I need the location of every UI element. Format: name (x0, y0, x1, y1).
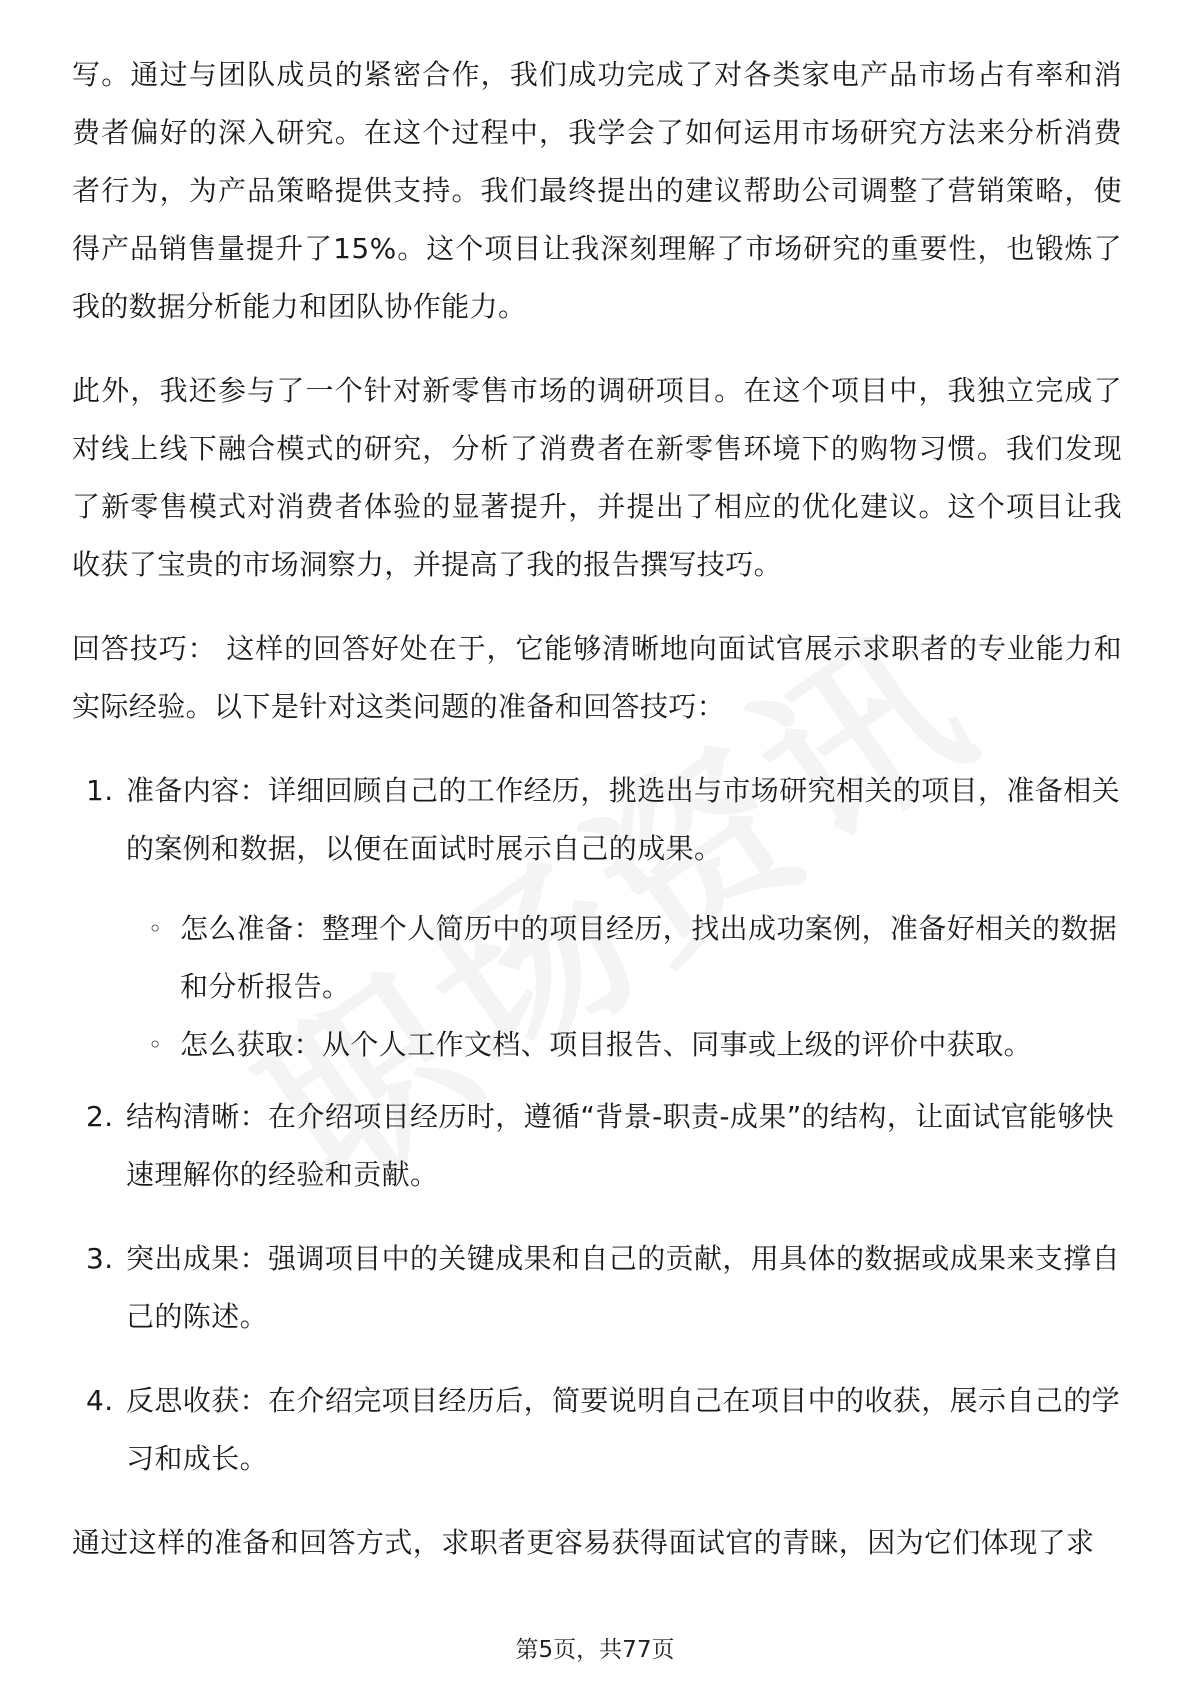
tips-list (72, 762, 1122, 1488)
paragraph-answer-tips: 回答技巧： 这样的回答好处在于，它能够清晰地向面试官展示求职者的专业能力和实际经验。以下是针对这类问题的准备和回答技巧： (72, 632, 1122, 723)
sub-list-item-text: 怎么获取：从个人工作文档、项目报告、同事或上级的评价中获取。 (180, 1028, 1033, 1061)
page-content (72, 46, 1122, 1572)
list-item-text: 反思收获：在介绍完项目经历后，简要说明自己在项目中的收获，展示自己的学习和成长。 (126, 1384, 1121, 1475)
bullet-icon: ◦ (148, 1031, 163, 1059)
list-item-text: 准备内容：详细回顾自己的工作经历，挑选出与市场研究相关的项目，准备相关的案例和数据，以便在面试时展示自己的成果。 (126, 774, 1121, 865)
list-number: 4. (86, 1384, 114, 1417)
paragraph-project-home-appliance: 写。通过与团队成员的紧密合作，我们成功完成了对各类家电产品市场占有率和消费者偏好的深入研究。在这个过程中，我学会了如何运用市场研究方法来分析消费者行为，为产品策略提供支持。我们最终提出的建议帮助公司调整了营销策略，使得产品销售量提升了15%。这个项目让我深刻理解了市场研究的重要性，也锻炼了我的数据分析能力和团队协作能力。 (72, 58, 1122, 323)
list-number: 2. (86, 1100, 114, 1133)
sub-list-item (126, 1016, 1122, 1074)
list-item (72, 1372, 1122, 1488)
list-item (72, 1088, 1122, 1204)
paragraph-conclusion: 通过这样的准备和回答方式，求职者更容易获得面试官的青睐，因为它们体现了求 (72, 1526, 1095, 1559)
list-number: 1. (86, 774, 114, 807)
list-number: 3. (86, 1242, 114, 1275)
sub-list (126, 900, 1122, 1074)
list-item-text: 突出成果：强调项目中的关键成果和自己的贡献，用具体的数据或成果来支撑自己的陈述。 (126, 1242, 1121, 1333)
list-item (72, 762, 1122, 1074)
paragraph-project-new-retail: 此外，我还参与了一个针对新零售市场的调研项目。在这个项目中，我独立完成了对线上线下融合模式的研究，分析了消费者在新零售环境下的购物习惯。我们发现了新零售模式对消费者体验的显著提升，并提出了相应的优化建议。这个项目让我收获了宝贵的市场洞察力，并提高了我的报告撰写技巧。 (72, 374, 1122, 581)
sub-list-item-text: 怎么准备：整理个人简历中的项目经历，找出成功案例，准备好相关的数据和分析报告。 (180, 912, 1118, 1003)
bullet-icon: ◦ (148, 915, 163, 943)
sub-list-item (126, 900, 1122, 1016)
list-item (72, 1230, 1122, 1346)
list-item-text: 结构清晰：在介绍项目经历时，遵循“背景-职责-成果”的结构，让面试官能够快速理解你的经验和贡献。 (126, 1100, 1115, 1191)
page-footer: 第5页，共77页 (515, 1637, 675, 1663)
